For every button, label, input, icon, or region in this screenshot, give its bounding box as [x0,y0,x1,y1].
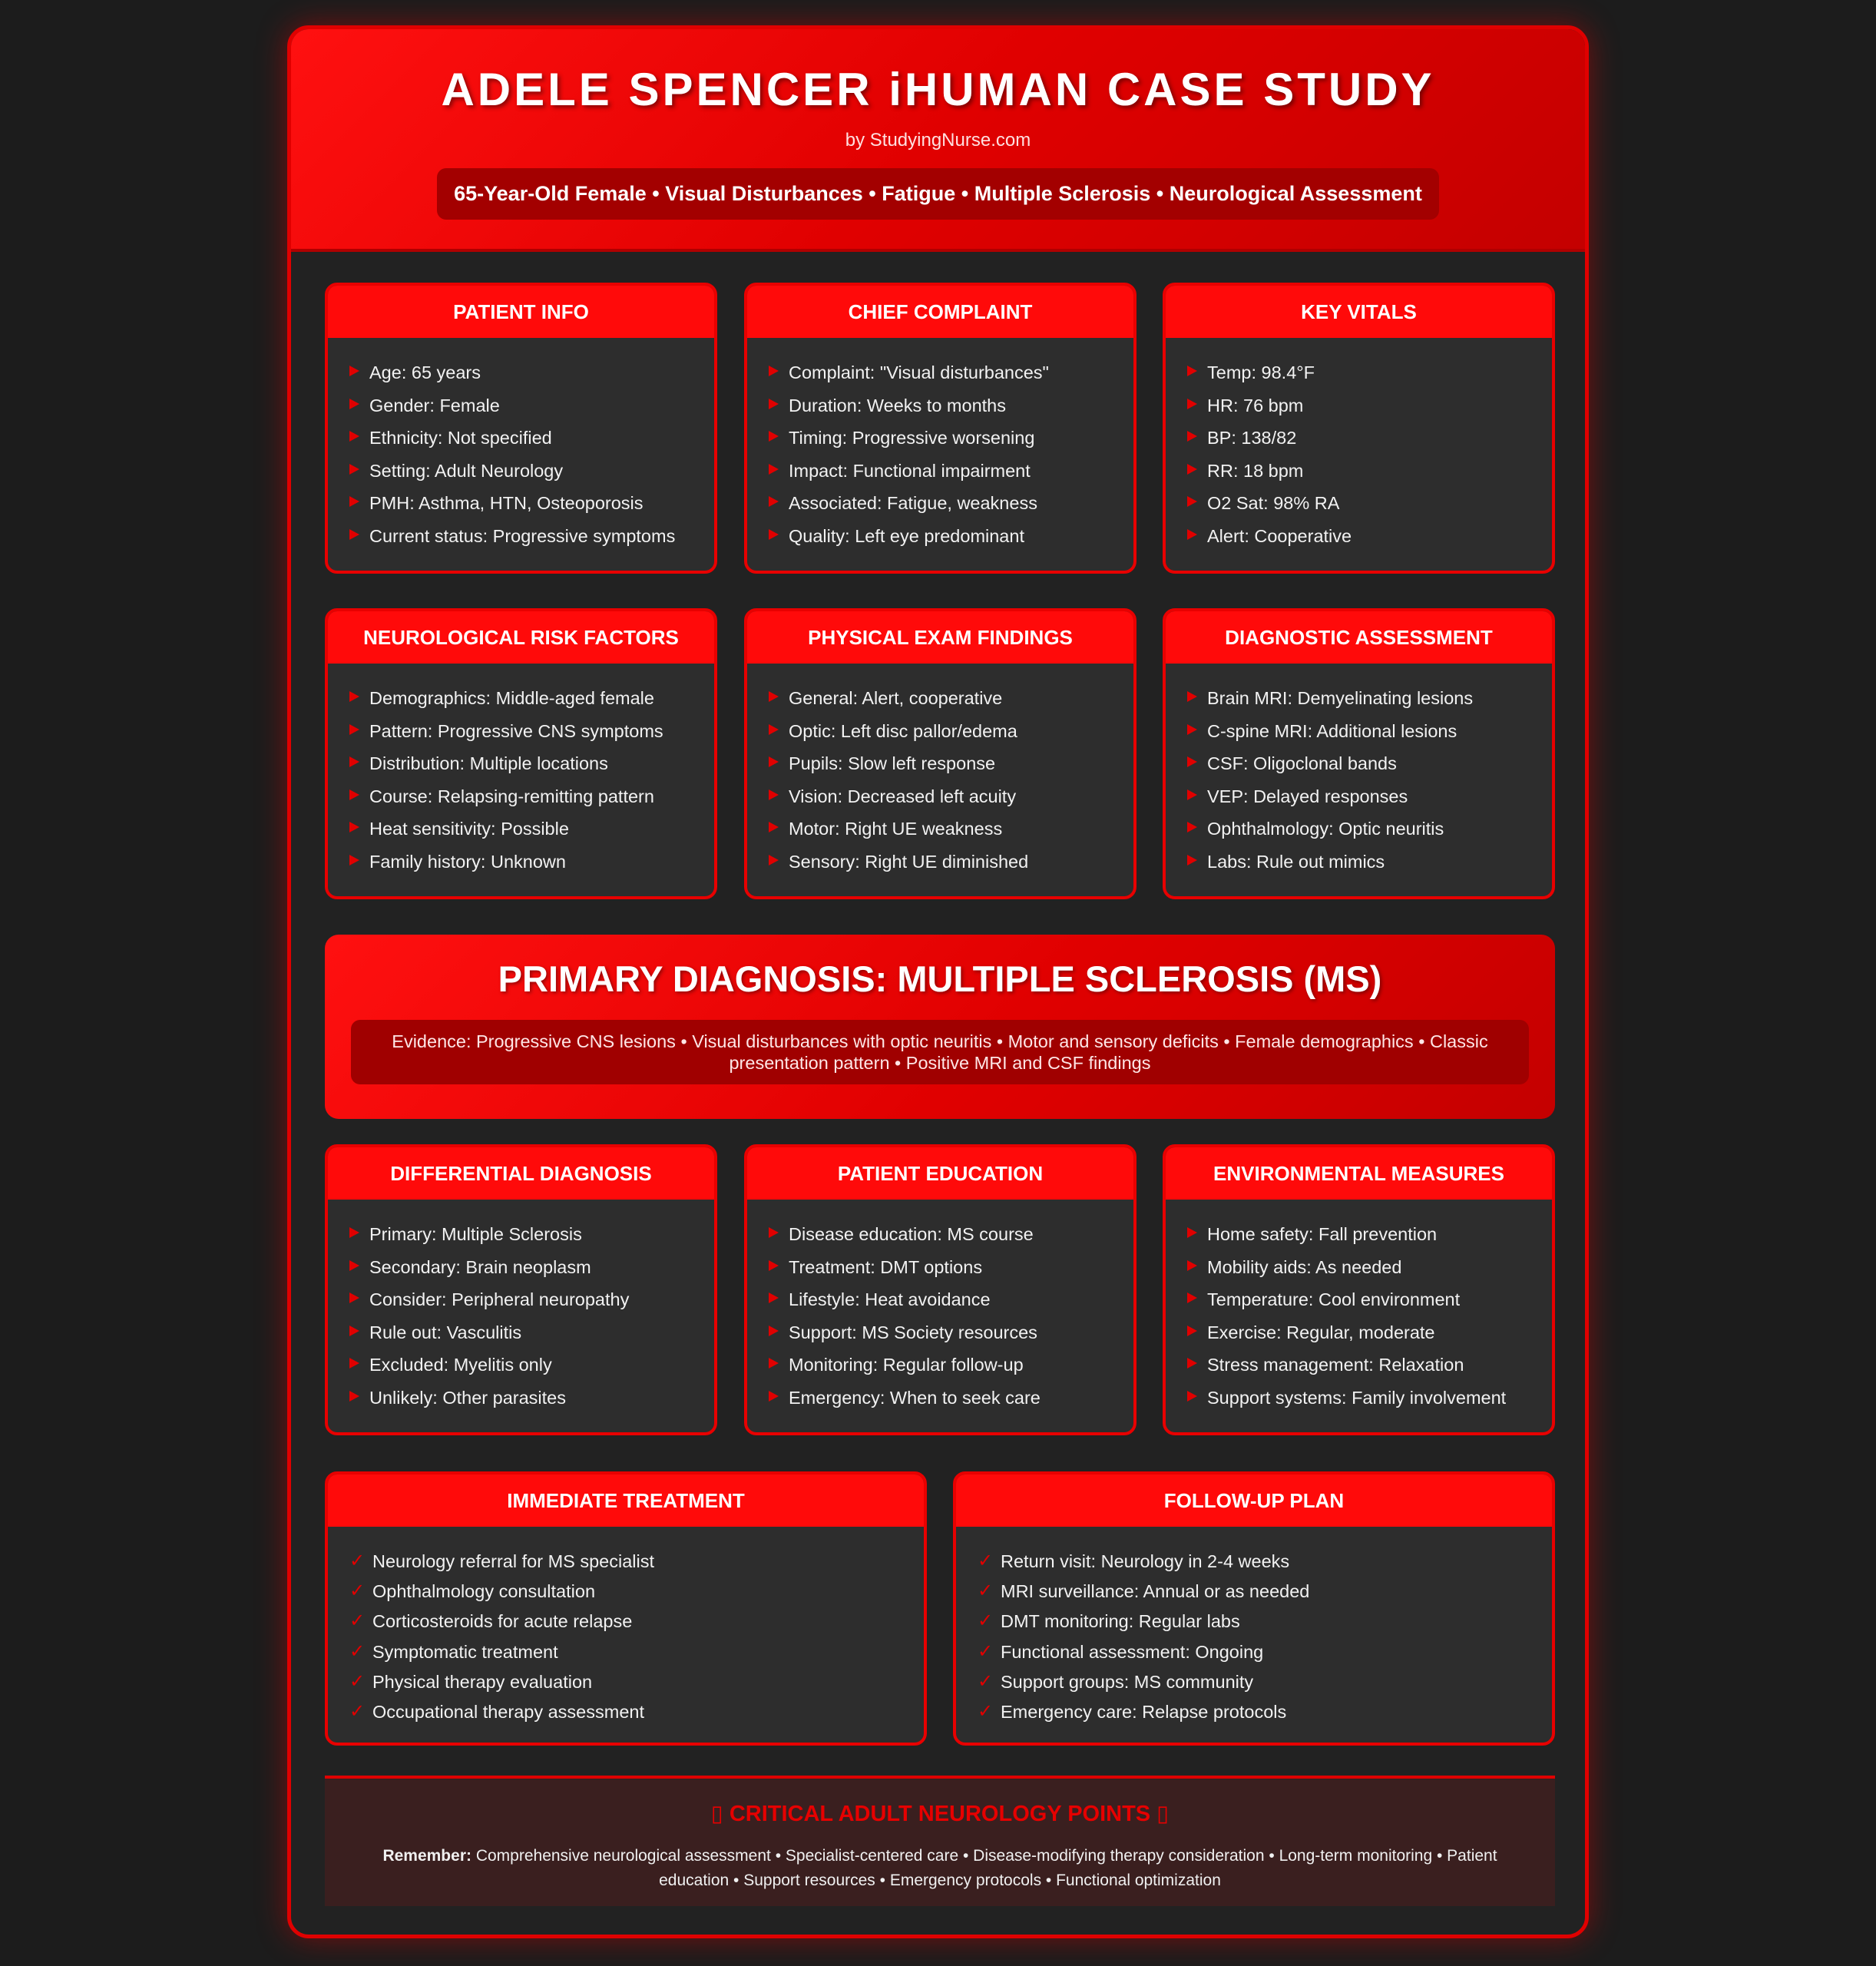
list-item: Secondary: Brain neoplasm [349,1256,699,1289]
list-item: Duration: Weeks to months [769,394,1118,427]
list-item: General: Alert, cooperative [769,687,1118,720]
list-item: Motor: Right UE weakness [769,817,1118,850]
list-item: Setting: Adult Neurology [349,459,699,492]
card-list [747,1200,1133,1418]
list-item: BP: 138/82 [1187,426,1537,459]
card-list [328,1527,924,1730]
list-item: Pattern: Progressive CNS symptoms [349,720,699,753]
card-title: FOLLOW-UP PLAN [956,1474,1552,1527]
risk-factors-card [325,608,717,899]
list-item: Sensory: Right UE diminished [769,850,1118,883]
card-list [328,664,714,882]
list-item: Course: Relapsing-remitting pattern [349,785,699,818]
list-item: Family history: Unknown [349,850,699,883]
list-item: Mobility aids: As needed [1187,1256,1537,1289]
card-title: CHIEF COMPLAINT [747,286,1133,338]
list-item: Temp: 98.4°F [1187,361,1537,394]
diagnosis-title: PRIMARY DIAGNOSIS: MULTIPLE SCLEROSIS (MS) [498,958,1382,999]
list-item: Stress management: Relaxation [1187,1353,1537,1386]
list-item: Quality: Left eye predominant [769,525,1118,558]
list-item: Support: MS Society resources [769,1321,1118,1354]
list-item: ✓ Return visit: Neurology in 2-4 weeks [978,1550,1537,1580]
list-item: C-spine MRI: Additional lesions [1187,720,1537,753]
critical-text: Comprehensive neurological assessment • Specialist-centered care • Disease-modifying therapy consideration • Long-term monitoring • Patient education • Support resources • Emergency protocols • Functional optimization [475,1847,1497,1889]
list-item: Current status: Progressive symptoms [349,525,699,558]
list-item: Timing: Progressive worsening [769,426,1118,459]
physical-exam-card [744,608,1137,899]
remember-label: Remember: [382,1847,471,1865]
list-item: Gender: Female [349,394,699,427]
list-item: Alert: Cooperative [1187,525,1537,558]
card-title: DIAGNOSTIC ASSESSMENT [1166,611,1552,664]
list-item: Home safety: Fall prevention [1187,1223,1537,1256]
tagline-badge: 65-Year-Old Female • Visual Disturbances • Fatigue • Multiple Sclerosis • Neurological Assessment [437,168,1439,220]
patient-education-card [744,1144,1137,1435]
list-item: ✓ Emergency care: Relapse protocols [978,1700,1537,1730]
differential-diagnosis-card [325,1144,717,1435]
list-item: ✓ Occupational therapy assessment [349,1700,908,1730]
diagnosis-evidence: Evidence: Progressive CNS lesions • Visual disturbances with optic neuritis • Motor and sensory deficits • Female demographics • Classic presentation pattern • Positive MRI and CSF findings [351,1020,1529,1084]
card-list [956,1527,1552,1730]
card-title: DIFFERENTIAL DIAGNOSIS [328,1147,714,1200]
immediate-treatment-card [325,1471,927,1746]
list-item: Pupils: Slow left response [769,752,1118,785]
list-item: Emergency: When to seek care [769,1386,1118,1419]
list-item: ✓ Ophthalmology consultation [349,1580,908,1610]
card-list [747,664,1133,882]
poster-header [291,29,1585,252]
environmental-measures-card [1163,1144,1555,1435]
list-item: Ethnicity: Not specified [349,426,699,459]
list-item: Age: 65 years [349,361,699,394]
list-item: ✓ DMT monitoring: Regular labs [978,1610,1537,1640]
list-item: ✓ Symptomatic treatment [349,1640,908,1670]
list-item: Vision: Decreased left acuity [769,785,1118,818]
list-item: ✓ Functional assessment: Ongoing [978,1640,1537,1670]
list-item: ✓ Physical therapy evaluation [349,1670,908,1700]
list-item: ✓ Neurology referral for MS specialist [349,1550,908,1580]
card-title: PATIENT EDUCATION [747,1147,1133,1200]
list-item: Consider: Peripheral neuropathy [349,1288,699,1321]
list-item: Complaint: "Visual disturbances" [769,361,1118,394]
card-title: IMMEDIATE TREATMENT [328,1474,924,1527]
card-list [1166,664,1552,882]
card-list [747,338,1133,557]
critical-body [371,1844,1509,1893]
list-item: ✓ Support groups: MS community [978,1670,1537,1700]
list-item: Optic: Left disc pallor/edema [769,720,1118,753]
card-list [1166,338,1552,557]
list-item: Disease education: MS course [769,1223,1118,1256]
list-item: Associated: Fatigue, weakness [769,492,1118,525]
list-item: Temperature: Cool environment [1187,1288,1537,1321]
list-item: Brain MRI: Demyelinating lesions [1187,687,1537,720]
chief-complaint-card [744,283,1137,574]
primary-diagnosis-banner [325,935,1555,1119]
list-item: Primary: Multiple Sclerosis [349,1223,699,1256]
list-item: Treatment: DMT options [769,1256,1118,1289]
list-item: Excluded: Myelitis only [349,1353,699,1386]
list-item: ✓ MRI surveillance: Annual or as needed [978,1580,1537,1610]
list-item: Distribution: Multiple locations [349,752,699,785]
list-item: ✓ Corticosteroids for acute relapse [349,1610,908,1640]
list-item: RR: 18 bpm [1187,459,1537,492]
list-item: Lifestyle: Heat avoidance [769,1288,1118,1321]
byline: by StudyingNurse.com [845,130,1031,151]
list-item: VEP: Delayed responses [1187,785,1537,818]
page-title: ADELE SPENCER iHUMAN CASE STUDY [441,64,1435,115]
list-item: Heat sensitivity: Possible [349,817,699,850]
card-list [328,1200,714,1418]
case-study-poster [287,25,1589,1938]
list-item: Demographics: Middle-aged female [349,687,699,720]
list-item: Support systems: Family involvement [1187,1386,1537,1419]
card-title: PHYSICAL EXAM FINDINGS [747,611,1133,664]
follow-up-plan-card [953,1471,1555,1746]
list-item: CSF: Oligoclonal bands [1187,752,1537,785]
card-title: ENVIRONMENTAL MEASURES [1166,1147,1552,1200]
list-item: Monitoring: Regular follow-up [769,1353,1118,1386]
critical-points-section [325,1776,1555,1906]
list-item: O2 Sat: 98% RA [1187,492,1537,525]
list-item: Ophthalmology: Optic neuritis [1187,817,1537,850]
list-item: Impact: Functional impairment [769,459,1118,492]
list-item: HR: 76 bpm [1187,394,1537,427]
critical-title: ▯ CRITICAL ADULT NEUROLOGY POINTS ▯ [710,1802,1170,1826]
card-title: NEUROLOGICAL RISK FACTORS [328,611,714,664]
card-title: PATIENT INFO [328,286,714,338]
card-list [328,338,714,557]
list-item: PMH: Asthma, HTN, Osteoporosis [349,492,699,525]
key-vitals-card [1163,283,1555,574]
card-title: KEY VITALS [1166,286,1552,338]
patient-info-card [325,283,717,574]
card-list [1166,1200,1552,1418]
list-item: Unlikely: Other parasites [349,1386,699,1419]
list-item: Labs: Rule out mimics [1187,850,1537,883]
list-item: Exercise: Regular, moderate [1187,1321,1537,1354]
diagnostic-assessment-card [1163,608,1555,899]
list-item: Rule out: Vasculitis [349,1321,699,1354]
